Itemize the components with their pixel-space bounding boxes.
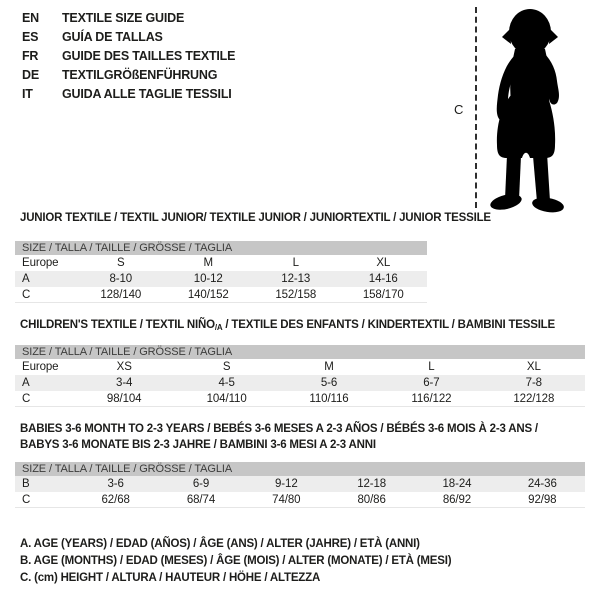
table-row-age: [15, 375, 585, 391]
table-cell: 3-6: [107, 478, 124, 490]
size-header-bar: SIZE / TALLA / TAILLE / GRÖSSE / TAGLIA: [15, 241, 427, 255]
table-row-europe: [15, 255, 427, 271]
table-cell: 86/92: [442, 493, 472, 506]
table-cell: 3-4: [116, 377, 133, 389]
region-label: Europe: [22, 257, 59, 269]
table-cell: 8-10: [109, 273, 133, 285]
section-title-children: CHILDREN'S TEXTILE / TEXTIL $NIÑO_{/A}$ / TEXTILE DES ENFANTS / KINDERTEXTIL / BAMBINI TESSILE: [20, 319, 555, 332]
size-header-bar: SIZE / TALLA / TAILLE / GRÖSSE / TAGLIA: [15, 345, 585, 359]
guide-title-it: GUIDA ALLE TAGLIE TESSILI: [62, 87, 232, 101]
table-row-months: [15, 476, 585, 492]
language-row-es: [22, 28, 235, 47]
language-row-it: [22, 85, 235, 104]
row-label: C: [22, 392, 31, 405]
row-label: A: [22, 377, 30, 389]
table-cell: 140/152: [187, 288, 229, 301]
table-cell: 12-18: [357, 478, 387, 490]
toddler-silhouette-icon: [486, 5, 588, 213]
region-label: Europe: [22, 361, 59, 373]
children-size-table: [15, 345, 585, 407]
row-label: C: [22, 493, 31, 506]
size-column-header: XL: [526, 361, 541, 373]
table-cell: 9-12: [275, 478, 298, 490]
table-cell: 14-16: [368, 273, 398, 285]
table-cell: 128/140: [100, 288, 142, 301]
table-cell: 158/170: [362, 288, 404, 301]
size-column-header: XL: [376, 257, 391, 269]
table-cell: 18-24: [442, 478, 472, 490]
guide-title-fr: GUIDE DES TAILLES TEXTILE: [62, 49, 236, 63]
table-cell: 110/116: [309, 392, 349, 405]
table-cell: 92/98: [528, 493, 557, 506]
size-column-header: M: [203, 257, 213, 269]
babies-title-line2: BABYS 3-6 MONATE BIS 2-3 JAHRE / BAMBINI 3-6 MESI A 2-3 ANNI: [20, 439, 376, 451]
babies-size-table: [15, 462, 585, 508]
language-title-list: [22, 9, 235, 104]
footnote-height-cm: C. (cm) HEIGHT / ALTURA / HAUTEUR / HÖHE / ALTEZZA: [20, 572, 321, 584]
table-cell: 6-9: [192, 478, 210, 490]
junior-size-table: [15, 241, 427, 303]
table-cell: 24-36: [527, 478, 557, 490]
row-label: A: [22, 273, 30, 285]
footnote-age-months: B. AGE (MONTHS) / EDAD (MESES) / ÂGE (MOIS) / ALTER (MONATE) / ETÀ (MESI): [20, 555, 452, 567]
table-cell: 7-8: [525, 377, 542, 389]
table-cell: 116/122: [411, 392, 452, 405]
table-cell: 10-12: [193, 273, 223, 285]
babies-title-line1: BABIES 3-6 MONTH TO 2-3 YEARS / BEBÉS 3-6 MESES A 2-3 AÑOS / BÉBÉS 3-6 MOIS À 2-3 ANS /: [20, 423, 538, 435]
language-row-de: [22, 66, 235, 85]
row-label: B: [22, 478, 30, 490]
table-row-height: [15, 287, 427, 303]
guide-title-es: GUÍA DE TALLAS: [62, 30, 163, 44]
size-column-header: XS: [116, 361, 132, 373]
table-cell: 122/128: [513, 392, 555, 405]
subscript-a: /A: [214, 323, 223, 332]
table-cell: 104/110: [206, 392, 247, 405]
guide-title-de: TEXTILGRÖßENFÜHRUNG: [62, 68, 218, 82]
table-row-height: [15, 492, 585, 508]
size-column-header: S: [222, 361, 231, 373]
height-measure-dashed-line: [475, 7, 477, 208]
table-cell: 68/74: [186, 493, 216, 506]
size-column-header: L: [428, 361, 435, 373]
height-measure-label: C: [454, 102, 464, 117]
language-code: IT: [22, 87, 33, 101]
legend-footnotes: [20, 536, 451, 587]
section-title-babies: [20, 421, 538, 453]
table-cell: 152/158: [275, 288, 317, 301]
size-column-header: M: [324, 361, 334, 373]
language-code: ES: [22, 30, 39, 44]
language-code: DE: [22, 68, 39, 82]
table-row-age: [15, 271, 427, 287]
size-header-bar: SIZE / TALLA / TAILLE / GRÖSSE / TAGLIA: [15, 462, 585, 476]
table-cell: 98/104: [106, 392, 142, 405]
language-row-en: [22, 9, 235, 28]
footnote-age-years: A. AGE (YEARS) / EDAD (AÑOS) / ÂGE (ANS) / ALTER (JAHRE) / ETÀ (ANNI): [20, 538, 420, 550]
table-cell: 6-7: [423, 377, 440, 389]
table-cell: 5-6: [320, 377, 338, 389]
table-cell: 4-5: [218, 377, 235, 389]
guide-title-en: TEXTILE SIZE GUIDE: [62, 11, 185, 25]
language-code: FR: [22, 49, 39, 63]
size-column-header: L: [292, 257, 299, 269]
language-row-fr: [22, 47, 235, 66]
table-cell: 12-13: [281, 273, 311, 285]
table-cell: 80/86: [357, 493, 386, 506]
table-row-europe: [15, 359, 585, 375]
table-cell: 62/68: [101, 493, 130, 506]
table-cell: 74/80: [272, 493, 301, 506]
row-label: C: [22, 288, 31, 301]
table-row-height: [15, 391, 585, 407]
language-code: EN: [22, 11, 39, 25]
section-title-junior: JUNIOR TEXTILE / TEXTIL JUNIOR/ TEXTILE JUNIOR / JUNIORTEXTIL / JUNIOR TESSILE: [20, 212, 491, 224]
size-column-header: S: [116, 257, 125, 269]
